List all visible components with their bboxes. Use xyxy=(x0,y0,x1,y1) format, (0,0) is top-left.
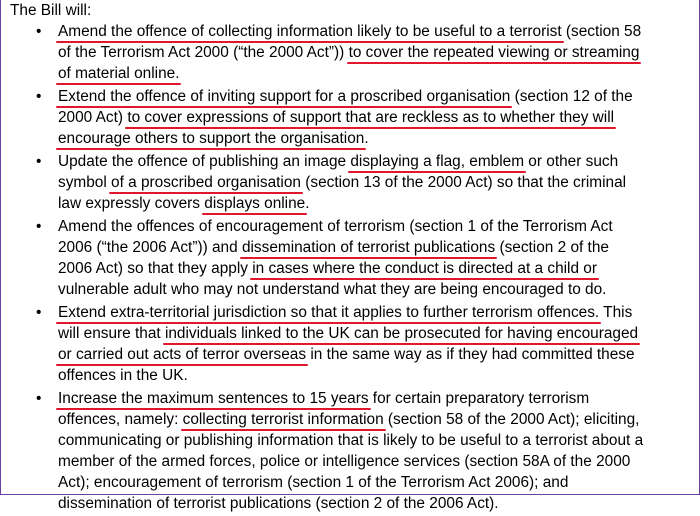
list-item xyxy=(0,21,700,84)
underlined-phrase: displays online xyxy=(204,195,306,212)
text-segment: Update the offence of publishing an image xyxy=(58,153,351,170)
text-line xyxy=(58,151,700,172)
text-segment: 2006 Act) so that they apply xyxy=(58,260,253,277)
underlined-phrase: or carried out acts of terror overseas xyxy=(58,346,307,363)
bullet-icon: • xyxy=(36,390,42,407)
underlined-phrase: of material online. xyxy=(58,65,180,82)
text-segment: . xyxy=(305,195,310,212)
text-line xyxy=(58,193,700,214)
bullet-icon: • xyxy=(36,153,42,170)
text-segment: will ensure that xyxy=(58,325,165,342)
text-segment: (section 2 of the xyxy=(495,239,609,256)
text-segment: 2000 Act) xyxy=(58,109,128,126)
list-item xyxy=(0,151,700,214)
bill-provisions-list xyxy=(0,21,700,516)
underlined-phrase: individuals linked to the UK can be prosecuted for having encouraged xyxy=(164,325,639,342)
text-line xyxy=(58,388,700,409)
text-line xyxy=(58,409,700,430)
underlined-phrase: encourage others to support the organisation xyxy=(58,130,365,147)
underlined-phrase: collecting terrorist information xyxy=(182,411,384,428)
text-segment: (section 58 xyxy=(561,23,642,40)
text-segment: symbol xyxy=(58,174,112,191)
text-line xyxy=(58,365,700,386)
text-line xyxy=(58,493,700,514)
text-segment: communicating or publishing information that is likely to be useful to a terrorist about a xyxy=(58,432,644,449)
underlined-phrase: in cases where the conduct is directed at a child or xyxy=(252,260,597,277)
text-segment: member of the armed forces, police or intelligence services (section 58A of the 2000 xyxy=(58,453,631,470)
text-line xyxy=(58,86,700,107)
list-item xyxy=(0,302,700,386)
text-line xyxy=(58,472,700,493)
text-line xyxy=(58,323,700,344)
underlined-phrase: displaying a flag, emblem xyxy=(350,153,525,170)
text-segment: 2006 (“the 2006 Act”)) and xyxy=(58,239,242,256)
intro-heading: The Bill will: xyxy=(10,2,92,19)
bullet-icon: • xyxy=(36,88,42,105)
underlined-phrase: Extend the offence of inviting support for a proscribed organisation xyxy=(58,88,511,105)
text-line xyxy=(58,302,700,323)
text-line xyxy=(58,451,700,472)
text-segment: This xyxy=(599,304,633,321)
text-line xyxy=(58,107,700,128)
text-line xyxy=(58,216,700,237)
list-item xyxy=(0,388,700,514)
text-segment: (section 13 of the 2000 Act) so that the criminal xyxy=(300,174,627,191)
underlined-phrase: Increase the maximum sentences to 15 years xyxy=(58,390,369,407)
text-segment: vulnerable adult who may not understand what they are being encouraged to do. xyxy=(58,281,607,298)
text-segment: (section 12 of the xyxy=(510,88,633,105)
text-line xyxy=(58,258,700,279)
underlined-phrase: Amend the offence of collecting information likely to be useful to a terrorist xyxy=(58,23,562,40)
text-line xyxy=(58,237,700,258)
underlined-phrase: dissemination of terrorist publications xyxy=(241,239,496,256)
text-line xyxy=(58,21,700,42)
text-segment: for certain preparatory terrorism xyxy=(368,390,590,407)
text-segment: or other such xyxy=(524,153,619,170)
text-line xyxy=(58,279,700,300)
text-segment: Amend the offences of encouragement of terrorism (section 1 of the Terrorism Act xyxy=(58,218,613,235)
text-segment: of the Terrorism Act 2000 (“the 2000 Act”)) xyxy=(58,44,349,61)
text-segment: dissemination of terrorist publications (section 2 of the 2006 Act). xyxy=(58,495,499,512)
text-segment: (section 58 of the 2000 Act); eliciting, xyxy=(383,411,640,428)
bullet-icon: • xyxy=(36,23,42,40)
text-line xyxy=(58,128,700,149)
text-segment: in the same way as if they had committed these xyxy=(306,346,635,363)
text-line xyxy=(58,63,700,84)
list-item xyxy=(0,216,700,300)
text-segment: . xyxy=(364,130,369,147)
underlined-phrase: Extend extra-territorial jurisdiction so that it applies to further terrorism offences. xyxy=(58,304,600,321)
underlined-phrase: to cover expressions of support that are reckless as to whether they will xyxy=(127,109,615,126)
text-line xyxy=(58,172,700,193)
text-segment: offences in the UK. xyxy=(58,367,188,384)
bullet-icon: • xyxy=(36,304,42,321)
text-line xyxy=(58,344,700,365)
text-segment: Act); encouragement of terrorism (section 1 of the Terrorism Act 2006); and xyxy=(58,474,569,491)
text-segment: law expressly covers xyxy=(58,195,205,212)
underlined-phrase: to cover the repeated viewing or streaming xyxy=(348,44,640,61)
list-item xyxy=(0,86,700,149)
text-line xyxy=(58,42,700,63)
text-line xyxy=(58,430,700,451)
text-segment: offences, namely: xyxy=(58,411,183,428)
bullet-icon: • xyxy=(36,218,42,235)
underlined-phrase: of a proscribed organisation xyxy=(111,174,301,191)
